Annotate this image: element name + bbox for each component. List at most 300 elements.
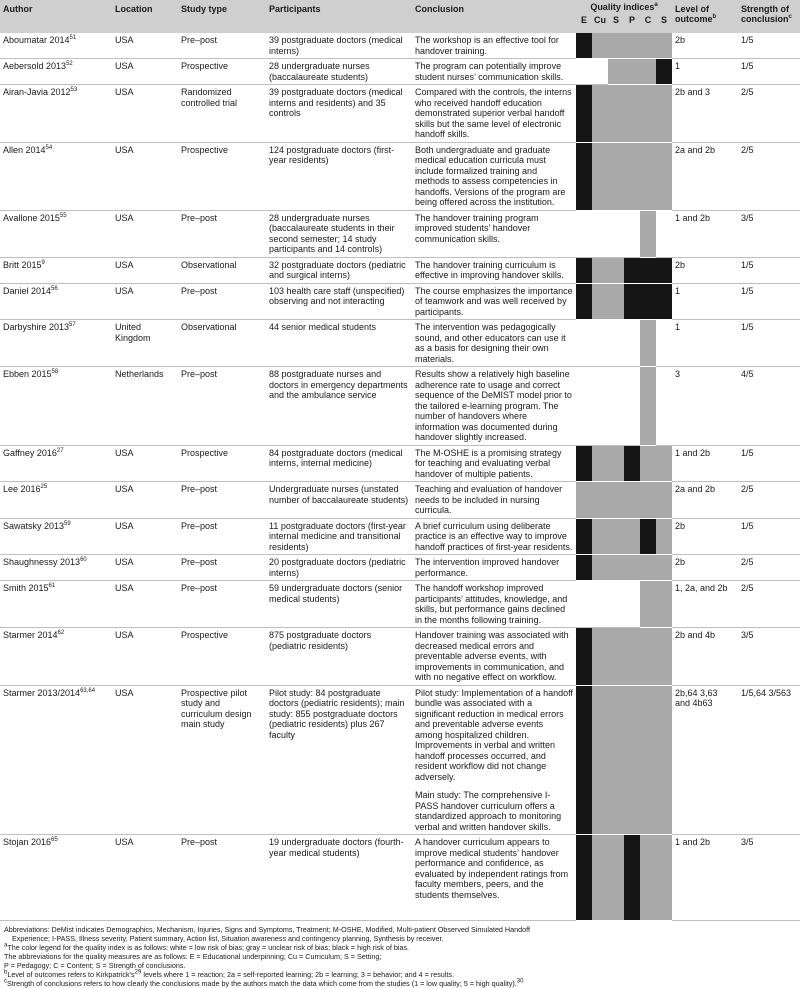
study-type-cell: Prospective xyxy=(178,142,266,210)
quality-s-cell xyxy=(608,59,624,85)
study-type-cell: Randomized controlled trial xyxy=(178,85,266,143)
strength-cell: 3/5 xyxy=(738,628,800,686)
footnote-abbreviations: Abbreviations: DeMist indicates Demographics, Mechanism, Injuries, Signs and Symptoms, Treatment; M-OSHE, Modified, Multi-patient Observed Simulated Handoff xyxy=(4,925,530,934)
author-name: Lee 2016 xyxy=(3,484,41,494)
author-name: Sawatsky 2013 xyxy=(3,520,65,531)
study-type-cell: Pre–post xyxy=(178,210,266,257)
quality-p-cell xyxy=(624,685,640,835)
location-cell: USA xyxy=(112,482,178,519)
quality-e-cell xyxy=(576,482,592,519)
conclusion-paragraph: The program can potentially improve student nurses’ communication skills. xyxy=(415,61,564,82)
author-name: Gaffney 2016 xyxy=(3,447,57,458)
quality-e-cell xyxy=(576,835,592,921)
author-ref: 55 xyxy=(59,212,67,219)
conclusion-paragraph: The handover training curriculum is effective in improving handover skills. xyxy=(415,259,564,280)
participants-cell: 39 postgraduate doctors (medical interns and residents) and 35 controls xyxy=(266,85,412,143)
table-row xyxy=(0,482,800,519)
quality-s-cell xyxy=(608,445,624,482)
header-participants xyxy=(266,0,412,33)
quality-s2-cell xyxy=(656,367,672,446)
quality-p-cell xyxy=(624,283,640,320)
conclusion-paragraph: The handover training program improved students’ handover communication skills. xyxy=(415,212,539,244)
strength-cell: 2/5 xyxy=(738,482,800,519)
participants-cell: 32 postgraduate doctors (pediatric and surgical interns) xyxy=(266,257,412,283)
quality-c-cell xyxy=(640,320,656,367)
author-ref: 63,64 xyxy=(80,687,96,694)
level-cell: 2a and 2b xyxy=(672,142,738,210)
level-cell: 2a and 2b xyxy=(672,482,738,519)
quality-p-cell xyxy=(624,320,640,367)
conclusion-paragraph: The intervention was pedagogically sound, and other educators can use it as a basis for designing their own materials. xyxy=(415,322,566,364)
quality-col-p: P xyxy=(628,15,635,25)
quality-c-cell xyxy=(640,283,656,320)
strength-cell: 1/5 xyxy=(738,59,800,85)
quality-cu-cell xyxy=(592,555,608,581)
conclusion-paragraph: The course emphasizes the importance of teamwork and was well received by participants. xyxy=(415,285,573,317)
strength-cell: 1/5 xyxy=(738,283,800,320)
strength-cell: 1/5 xyxy=(738,257,800,283)
conclusion-paragraph: Pilot study: Implementation of a handoff bundle was associated with a significant reduction in medical errors and preventable adverse events among hospitalized children. Improvements in verbal and written handoff processes occurred, and resident workflow did not change adversely. xyxy=(415,687,573,782)
quality-e-cell xyxy=(576,142,592,210)
quality-c-cell xyxy=(640,445,656,482)
header-study-type-label: Study type xyxy=(181,4,228,14)
author-cell xyxy=(0,33,112,59)
quality-s2-cell xyxy=(656,210,672,257)
strength-cell: 1/5 xyxy=(738,320,800,367)
quality-s-cell xyxy=(608,685,624,835)
level-cell: 1 xyxy=(672,59,738,85)
location-cell: USA xyxy=(112,581,178,628)
conclusion-cell xyxy=(412,445,576,482)
quality-indices-sup: a xyxy=(654,2,658,8)
author-cell xyxy=(0,628,112,686)
author-ref: 65 xyxy=(51,837,58,843)
footnote-b-post: levels where 1 = reaction; 2a = self-reported learning; 2b = learning; 3 = behavior; and 4 = results. xyxy=(141,970,454,979)
quality-c-cell xyxy=(640,835,656,921)
strength-cell: 1/5 xyxy=(738,445,800,482)
conclusion-cell xyxy=(412,685,576,835)
conclusion-cell xyxy=(412,518,576,555)
quality-col-c: C xyxy=(644,15,652,25)
header-location-label: Location xyxy=(115,4,153,14)
study-type-cell: Prospective xyxy=(178,445,266,482)
table-row xyxy=(0,628,800,686)
table-row xyxy=(0,257,800,283)
footnote-a-text: The color legend for the quality index is as follows: white = low risk of bias; gray = unclear risk of bias; black = high risk of bias. xyxy=(7,943,410,952)
conclusion-cell xyxy=(412,59,576,85)
footnote-a-line3: P = Pedagogy; C = Content; S = Strength of conclusions. xyxy=(4,961,186,970)
author-cell xyxy=(0,445,112,482)
quality-c-cell xyxy=(640,210,656,257)
footnote-c-text: Strength of conclusions refers to how clearly the conclusions made by the authors match the data which come from the studies (1 = low quality; 5 = high quality). xyxy=(7,979,517,988)
quality-e-cell xyxy=(576,367,592,446)
author-name: Aboumatar 2014 xyxy=(3,35,70,45)
participants-cell: Undergraduate nurses (unstated number of baccalaureate students) xyxy=(266,482,412,519)
level-cell: 2b xyxy=(672,518,738,555)
header-quality-indices xyxy=(576,0,672,33)
author-name: Shaughnessy 2013 xyxy=(3,557,81,567)
author-cell xyxy=(0,59,112,85)
quality-s-cell xyxy=(608,320,624,367)
quality-s-cell xyxy=(608,518,624,555)
conclusion-cell xyxy=(412,320,576,367)
conclusion-paragraph: A brief curriculum using deliberate practice is an effective way to improve handoff practices of first-year residents. xyxy=(415,520,573,552)
conclusion-cell xyxy=(412,210,576,257)
level-cell: 2b xyxy=(672,33,738,59)
conclusion-paragraph: The M-OSHE is a promising strategy for teaching and evaluating verbal handover of multiple patients. xyxy=(415,447,562,479)
location-cell: USA xyxy=(112,518,178,555)
location-cell: USA xyxy=(112,445,178,482)
header-study-type xyxy=(178,0,266,33)
quality-e-cell xyxy=(576,628,592,686)
quality-p-cell xyxy=(624,59,640,85)
author-name: Aebersold 2013 xyxy=(3,61,67,71)
conclusion-cell xyxy=(412,33,576,59)
study-type-cell: Pre–post xyxy=(178,367,266,446)
quality-e-cell xyxy=(576,283,592,320)
location-cell: USA xyxy=(112,59,178,85)
author-cell xyxy=(0,685,112,835)
location-cell: USA xyxy=(112,142,178,210)
author-name: Darbyshire 2013 xyxy=(3,322,70,332)
quality-cu-cell xyxy=(592,445,608,482)
author-cell xyxy=(0,367,112,446)
header-strength xyxy=(738,0,800,33)
author-ref: 61 xyxy=(48,583,56,589)
level-cell: 2b and 4b xyxy=(672,628,738,686)
study-type-cell: Pre–post xyxy=(178,33,266,59)
author-cell xyxy=(0,320,112,367)
table-header-row xyxy=(0,0,800,33)
conclusion-cell xyxy=(412,142,576,210)
conclusion-paragraph: Teaching and evaluation of handover needs to be included in nursing curricula. xyxy=(415,484,563,515)
footnotes xyxy=(0,921,800,988)
study-type-cell: Prospective pilot study and curriculum design main study xyxy=(178,685,266,835)
location-cell: USA xyxy=(112,257,178,283)
location-cell: USA xyxy=(112,85,178,143)
author-name: Starmer 2013/2014 xyxy=(3,687,81,698)
header-level-label: Level of outcome xyxy=(675,4,713,24)
study-type-cell: Observational xyxy=(178,257,266,283)
quality-s-cell xyxy=(608,283,624,320)
conclusion-paragraph: A handover curriculum appears to improve medical students’ handover performance and confidence, as evaluated by independent ratings from faculty members, peers, and the students themselves. xyxy=(415,837,569,900)
quality-cu-cell xyxy=(592,581,608,628)
quality-e-cell xyxy=(576,257,592,283)
location-cell: Netherlands xyxy=(112,367,178,446)
quality-s-cell xyxy=(608,210,624,257)
author-ref: 57 xyxy=(69,322,76,328)
strength-cell: 1/5 xyxy=(738,518,800,555)
level-cell: 1 xyxy=(672,283,738,320)
quality-cu-cell xyxy=(592,482,608,519)
quality-c-cell xyxy=(640,142,656,210)
location-cell: USA xyxy=(112,628,178,686)
quality-cu-cell xyxy=(592,142,608,210)
footnote-a xyxy=(4,943,800,952)
author-name: Allen 2014 xyxy=(3,144,46,155)
quality-p-cell xyxy=(624,85,640,143)
study-type-cell: Pre–post xyxy=(178,835,266,921)
quality-s2-cell xyxy=(656,320,672,367)
quality-cu-cell xyxy=(592,518,608,555)
conclusion-paragraph: Main study: The comprehensive I-PASS handover curriculum offers a standardized approach to monitoring verbal and written handover skills. xyxy=(415,790,562,832)
quality-s2-cell xyxy=(656,142,672,210)
table-row xyxy=(0,85,800,143)
level-cell: 1 xyxy=(672,320,738,367)
quality-c-cell xyxy=(640,257,656,283)
conclusion-paragraph: The workshop is an effective tool for handover training. xyxy=(415,35,559,56)
study-type-cell: Observational xyxy=(178,320,266,367)
quality-c-cell xyxy=(640,628,656,686)
participants-cell: 28 undergraduate nurses (baccalaureate students in their second semester; 14 study participants and 14 controls) xyxy=(266,210,412,257)
author-cell xyxy=(0,283,112,320)
level-cell: 2b xyxy=(672,555,738,581)
quality-cu-cell xyxy=(592,59,608,85)
level-cell: 3 xyxy=(672,367,738,446)
table-body xyxy=(0,33,800,921)
author-cell xyxy=(0,581,112,628)
quality-p-cell xyxy=(624,257,640,283)
header-conclusion-label: Conclusion xyxy=(415,4,464,14)
author-name: Daniel 2014 xyxy=(3,285,52,296)
location-cell: USA xyxy=(112,283,178,320)
level-cell: 2b,64 3,63 and 4b63 xyxy=(672,685,738,835)
location-cell: USA xyxy=(112,33,178,59)
header-participants-label: Participants xyxy=(269,4,321,14)
quality-c-cell xyxy=(640,518,656,555)
author-cell xyxy=(0,257,112,283)
conclusion-paragraph: Results show a relatively high baseline adherence rate to usage and correct sequence of the DeMIST model prior to the tailored e-learning program. The number of handovers where information was documented during handover slightly increased. xyxy=(415,369,572,442)
level-cell: 1 and 2b xyxy=(672,210,738,257)
footnote-b-pre: Level of outcomes refers to Kirkpatrick’s xyxy=(7,970,135,979)
author-ref: 53 xyxy=(70,87,78,93)
header-strength-sup: c xyxy=(788,14,792,20)
quality-c-cell xyxy=(640,482,656,519)
quality-e-cell xyxy=(576,33,592,59)
location-cell: USA xyxy=(112,685,178,835)
participants-cell: 124 postgraduate doctors (first-year residents) xyxy=(266,142,412,210)
author-ref: 62 xyxy=(57,630,65,636)
table-row xyxy=(0,581,800,628)
quality-cu-cell xyxy=(592,85,608,143)
strength-cell: 2/5 xyxy=(738,142,800,210)
quality-cu-cell xyxy=(592,283,608,320)
conclusion-paragraph: Compared with the controls, the interns who received handoff education demonstrated superior verbal handoff skills but the same level of electronic handoff skills. xyxy=(415,87,572,139)
quality-p-cell xyxy=(624,367,640,446)
strength-cell: 2/5 xyxy=(738,581,800,628)
author-cell xyxy=(0,142,112,210)
participants-cell: 11 postgraduate doctors (first-year internal medicine and transitional residents) xyxy=(266,518,412,555)
quality-e-cell xyxy=(576,210,592,257)
quality-s2-cell xyxy=(656,59,672,85)
quality-e-cell xyxy=(576,581,592,628)
quality-s-cell xyxy=(608,835,624,921)
quality-s-cell xyxy=(608,367,624,446)
conclusion-paragraph: The intervention improved handover performance. xyxy=(415,557,560,578)
table-row xyxy=(0,835,800,921)
quality-p-cell xyxy=(624,628,640,686)
header-conclusion xyxy=(412,0,576,33)
author-cell xyxy=(0,85,112,143)
header-strength-label: Strength of conclusion xyxy=(741,4,789,24)
quality-col-s: S xyxy=(612,15,619,25)
quality-s2-cell xyxy=(656,482,672,519)
quality-c-cell xyxy=(640,367,656,446)
participants-cell: Pilot study: 84 postgraduate doctors (pediatric residents); main study: 855 postgraduate doctors (pediatric residents) plus 267 faculty xyxy=(266,685,412,835)
author-ref: 52 xyxy=(66,61,73,67)
quality-p-cell xyxy=(624,835,640,921)
footnote-a-line2: The abbreviations for the quality measures are as follows: E = Educational underpinning; Cu = Curriculum; S = Setting; xyxy=(4,952,382,961)
quality-c-cell xyxy=(640,581,656,628)
quality-s2-cell xyxy=(656,555,672,581)
quality-e-cell xyxy=(576,555,592,581)
quality-s-cell xyxy=(608,581,624,628)
quality-c-cell xyxy=(640,555,656,581)
quality-p-cell xyxy=(624,33,640,59)
quality-subheaders xyxy=(576,14,672,30)
table-row xyxy=(0,33,800,59)
quality-cu-cell xyxy=(592,33,608,59)
quality-indices-title: Quality indices xyxy=(590,2,655,12)
level-cell: 1, 2a, and 2b xyxy=(672,581,738,628)
author-name: Stojan 2016 xyxy=(3,837,52,847)
author-ref: 59 xyxy=(64,520,71,527)
author-name: Starmer 2014 xyxy=(3,630,58,640)
author-name: Smith 2015 xyxy=(3,583,49,593)
quality-s2-cell xyxy=(656,581,672,628)
quality-s2-cell xyxy=(656,257,672,283)
author-ref: 51 xyxy=(69,35,77,41)
conclusion-cell xyxy=(412,283,576,320)
quality-c-cell xyxy=(640,59,656,85)
quality-e-cell xyxy=(576,518,592,555)
participants-cell: 84 postgraduate doctors (medical interns, internal medicine) xyxy=(266,445,412,482)
quality-s-cell xyxy=(608,257,624,283)
table-row xyxy=(0,320,800,367)
author-ref: 9 xyxy=(41,259,45,266)
quality-p-cell xyxy=(624,518,640,555)
participants-cell: 28 undergraduate nurses (baccalaureate students) xyxy=(266,59,412,85)
table-row xyxy=(0,518,800,555)
quality-e-cell xyxy=(576,320,592,367)
quality-s2-cell xyxy=(656,445,672,482)
author-name: Ebben 2015 xyxy=(3,369,52,379)
author-cell xyxy=(0,555,112,581)
author-name: Avallone 2015 xyxy=(3,212,60,223)
conclusion-cell xyxy=(412,85,576,143)
quality-s-cell xyxy=(608,142,624,210)
table-row xyxy=(0,555,800,581)
study-type-cell: Prospective xyxy=(178,59,266,85)
participants-cell: 59 undergraduate doctors (senior medical students) xyxy=(266,581,412,628)
level-cell: 2b and 3 xyxy=(672,85,738,143)
author-cell xyxy=(0,210,112,257)
quality-s2-cell xyxy=(656,33,672,59)
quality-p-cell xyxy=(624,555,640,581)
strength-cell: 1/5 xyxy=(738,33,800,59)
quality-e-cell xyxy=(576,685,592,835)
quality-p-cell xyxy=(624,142,640,210)
header-level-sup: b xyxy=(712,14,717,20)
conclusion-cell xyxy=(412,482,576,519)
quality-s2-cell xyxy=(656,518,672,555)
level-cell: 2b xyxy=(672,257,738,283)
quality-cu-cell xyxy=(592,257,608,283)
author-cell xyxy=(0,835,112,921)
quality-s2-cell xyxy=(656,283,672,320)
conclusion-cell xyxy=(412,628,576,686)
table-row xyxy=(0,445,800,482)
footnote-a-mark: a xyxy=(4,942,8,949)
footnote-b-ref: 29 xyxy=(134,969,142,976)
quality-cu-cell xyxy=(592,210,608,257)
quality-s2-cell xyxy=(656,628,672,686)
quality-col-e: E xyxy=(580,15,587,25)
quality-cu-cell xyxy=(592,367,608,446)
quality-s2-cell xyxy=(656,85,672,143)
quality-e-cell xyxy=(576,59,592,85)
table-row xyxy=(0,210,800,257)
participants-cell: 44 senior medical students xyxy=(266,320,412,367)
participants-cell: 88 postgraduate nurses and doctors in emergency departments and the ambulance service xyxy=(266,367,412,446)
strength-cell: 2/5 xyxy=(738,555,800,581)
quality-s2-cell xyxy=(656,685,672,835)
level-cell: 1 and 2b xyxy=(672,835,738,921)
participants-cell: 19 undergraduate doctors (fourth-year medical students) xyxy=(266,835,412,921)
quality-cu-cell xyxy=(592,628,608,686)
strength-cell: 4/5 xyxy=(738,367,800,446)
quality-cu-cell xyxy=(592,685,608,835)
author-ref: 60 xyxy=(80,557,87,563)
conclusion-cell xyxy=(412,367,576,446)
header-level-of-outcome xyxy=(672,0,738,33)
strength-cell: 1/5,64 3/563 xyxy=(738,685,800,835)
table-row xyxy=(0,283,800,320)
conclusion-cell xyxy=(412,257,576,283)
quality-p-cell xyxy=(624,210,640,257)
quality-c-cell xyxy=(640,685,656,835)
quality-e-cell xyxy=(576,85,592,143)
footnote-c-ref: 30 xyxy=(516,978,524,985)
table-row xyxy=(0,142,800,210)
footnote-c-mark: c xyxy=(4,978,7,985)
strength-cell: 3/5 xyxy=(738,835,800,921)
level-cell: 1 and 2b xyxy=(672,445,738,482)
quality-cu-cell xyxy=(592,320,608,367)
quality-c-cell xyxy=(640,85,656,143)
study-type-cell: Pre–post xyxy=(178,581,266,628)
author-name: Britt 2015 xyxy=(3,259,42,270)
footnote-b xyxy=(4,970,800,979)
location-cell: USA xyxy=(112,210,178,257)
quality-s-cell xyxy=(608,482,624,519)
location-cell: United Kingdom xyxy=(112,320,178,367)
footnote-abbreviations-cont: Experience; I-PASS, Illness severity, Patient summary, Action list, Situation awareness and contingency planning, Synthesis by receiver. xyxy=(12,934,444,943)
study-type-cell: Prospective xyxy=(178,628,266,686)
author-ref: 56 xyxy=(51,285,58,292)
table-row xyxy=(0,685,800,835)
conclusion-paragraph: Both undergraduate and graduate medical education curricula must include formalized training and methods to assess competencies in handoffs. Versions of the program are being offered across the institution. xyxy=(415,144,566,207)
conclusion-paragraph: The handoff workshop improved participants’ attitudes, knowledge, and skills, but performance gains declined in the months following training. xyxy=(415,583,568,625)
location-cell: USA xyxy=(112,835,178,921)
quality-s2-cell xyxy=(656,835,672,921)
participants-cell: 875 postgraduate doctors (pediatric residents) xyxy=(266,628,412,686)
quality-col-s2: S xyxy=(660,15,667,25)
quality-s-cell xyxy=(608,85,624,143)
quality-e-cell xyxy=(576,445,592,482)
participants-cell: 103 health care staff (unspecified) observing and not interacting xyxy=(266,283,412,320)
header-author xyxy=(0,0,112,33)
